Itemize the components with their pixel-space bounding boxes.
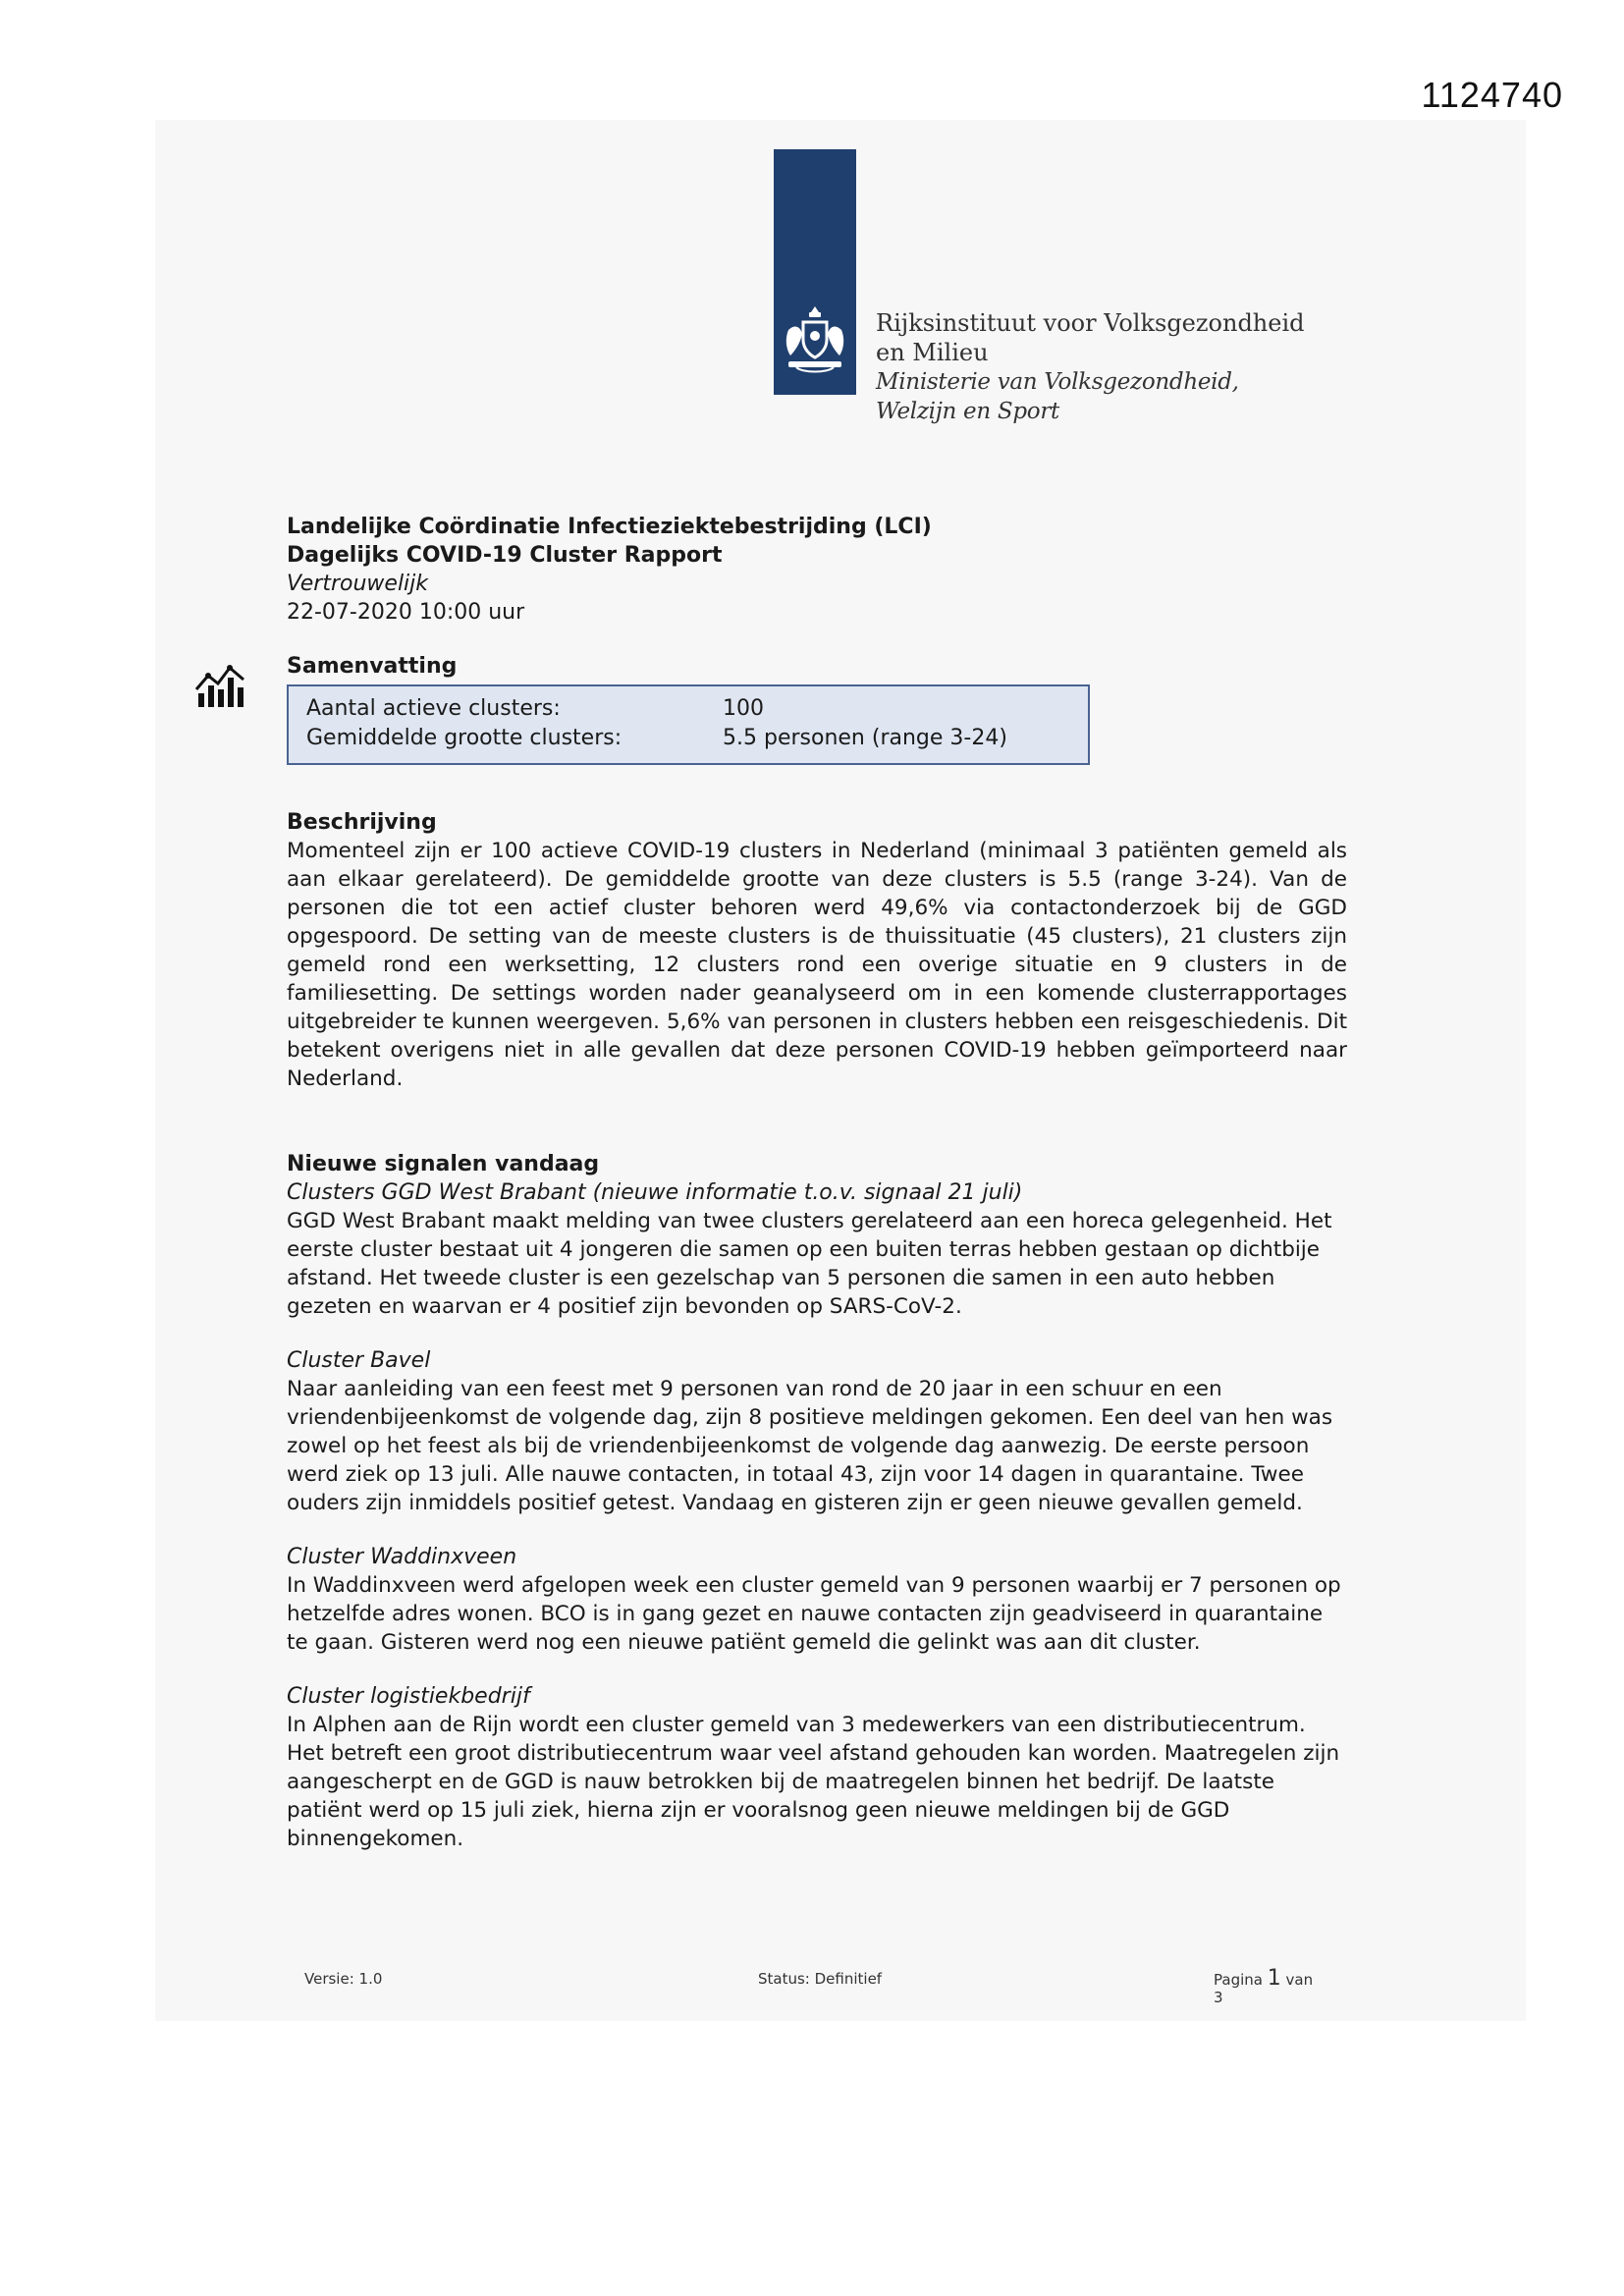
summary-value: 5.5 personen (range 3-24) [723, 726, 1007, 750]
summary-label: Gemiddelde grootte clusters: [306, 726, 623, 750]
summary-section [287, 652, 1347, 765]
org-line-1: Rijksinstituut voor Volksgezondheid [876, 309, 1305, 337]
report-content [287, 513, 1347, 1853]
ministry-line-1: Ministerie van Volksgezondheid, [876, 369, 1239, 395]
organization-name [876, 308, 1305, 426]
footer-version: Versie: 1.0 [304, 1970, 383, 1988]
report-title: Dagelijks COVID-19 Cluster Rapport [287, 543, 723, 568]
royal-crest-icon [777, 301, 853, 377]
signal-item [287, 1178, 1347, 1321]
footer-status: Status: Definitief [758, 1970, 883, 1988]
org-line-2: en Milieu [876, 339, 989, 366]
summary-row [306, 694, 1088, 724]
signal-item [287, 1543, 1347, 1657]
signals-title: Nieuwe signalen vandaag [287, 1152, 600, 1176]
report-header [287, 513, 1347, 627]
summary-label: Aantal actieve clusters: [306, 696, 561, 721]
signal-text: GGD West Brabant maakt melding van twee clusters gerelateerd aan een horeca gelegenheid. Het eerste cluster bestaat uit 4 jongeren die samen op een buiten terras hebben gestaan op dichtbije afstand. Het tweede cluster is een gezelschap van 5 personen die samen in een auto hebben gezeten en waarvan er 4 positief zijn bevonden op SARS-CoV-2. [287, 1209, 1332, 1319]
description-section [287, 808, 1347, 1093]
signal-item [287, 1682, 1347, 1853]
signal-heading: Cluster Bavel [287, 1348, 431, 1373]
classification-label: Vertrouwelijk [287, 572, 429, 596]
signal-heading: Cluster Waddinxveen [287, 1545, 517, 1569]
signal-text: Naar aanleiding van een feest met 9 personen van rond de 20 jaar in een schuur en een vriendenbijeenkomst de volgende dag, zijn 8 positieve meldingen gekomen. Een deel van hen was zowel op het feest als bij de vriendenbijeenkomst de volgende dag aanwezig. De eerste persoon werd ziek op 13 juli. Alle nauwe contacten, in totaal 43, zijn voor 14 dagen in quarantaine. Twee ouders zijn inmiddels positief getest. Vandaag en gisteren zijn er geen nieuwe gevallen gemeld. [287, 1377, 1333, 1515]
signal-heading: Cluster logistiekbedrijf [287, 1684, 530, 1709]
signal-text: In Waddinxveen werd afgelopen week een cluster gemeld van 9 personen waarbij er 7 personen op hetzelfde adres wonen. BCO is in gang gezet en nauwe contacten zijn geadviseerd in quarantaine te gaan. Gisteren werd nog een nieuwe patiënt gemeld die gelinkt was aan dit cluster. [287, 1573, 1341, 1655]
page-of: van [1285, 1971, 1314, 1989]
page-total: 3 [1214, 1989, 1223, 2006]
page-number: 1 [1267, 1966, 1281, 1991]
signal-item [287, 1346, 1347, 1517]
cluster-chart-icon [194, 664, 249, 709]
ministry-line-2: Welzijn en Sport [876, 399, 1059, 424]
signal-text: In Alphen aan de Rijn wordt een cluster gemeld van 3 medewerkers van een distributiecentrum. Het betreft een groot distributiecentrum waar veel afstand gehouden kan worden. Maatregelen zijn aangescherpt en de GGD is nauw betrokken bij de maatregelen binnen het bedrijf. De laatste patiënt werd op 15 juli ziek, hierna zijn er vooralsnog geen nieuwe meldingen bij de GGD binnengekomen. [287, 1713, 1340, 1851]
signal-heading: Clusters GGD West Brabant (nieuwe informatie t.o.v. signaal 21 juli) [287, 1180, 1023, 1205]
page-prefix: Pagina [1214, 1971, 1263, 1989]
document-id: 1124740 [1421, 75, 1563, 115]
summary-row [306, 724, 1088, 753]
summary-value: 100 [723, 696, 764, 721]
footer-page-indicator [1214, 1966, 1322, 2006]
report-datetime: 22-07-2020 10:00 uur [287, 600, 525, 625]
summary-title: Samenvatting [287, 654, 458, 679]
description-title: Beschrijving [287, 810, 437, 835]
summary-box [287, 684, 1090, 765]
signals-section [287, 1150, 1347, 1853]
report-organization-title: Landelijke Coördinatie Infectieziektebestrijding (LCI) [287, 515, 932, 539]
description-text: Momenteel zijn er 100 actieve COVID-19 clusters in Nederland (minimaal 3 patiënten gemeld als aan elkaar gerelateerd). De gemiddelde grootte van deze clusters is 5.5 (range 3-24). Van de personen die tot een actief cluster behoren werd 49,6% via contactonderzoek bij de GGD opgespoord. De setting van de meeste clusters is de thuissituatie (45 clusters), 21 clusters zijn gemeld rond een werksetting, 12 clusters rond een overige situatie en 9 clusters in de familiesetting. De settings worden nader geanalyseerd om in een komende clusterrapportages uitgebreider te kunnen weergeven. 5,6% van personen in clusters hebben een reisgeschiedenis. Dit betekent overigens niet in alle gevallen dat deze personen COVID-19 hebben geïmporteerd naar Nederland. [287, 839, 1347, 1091]
